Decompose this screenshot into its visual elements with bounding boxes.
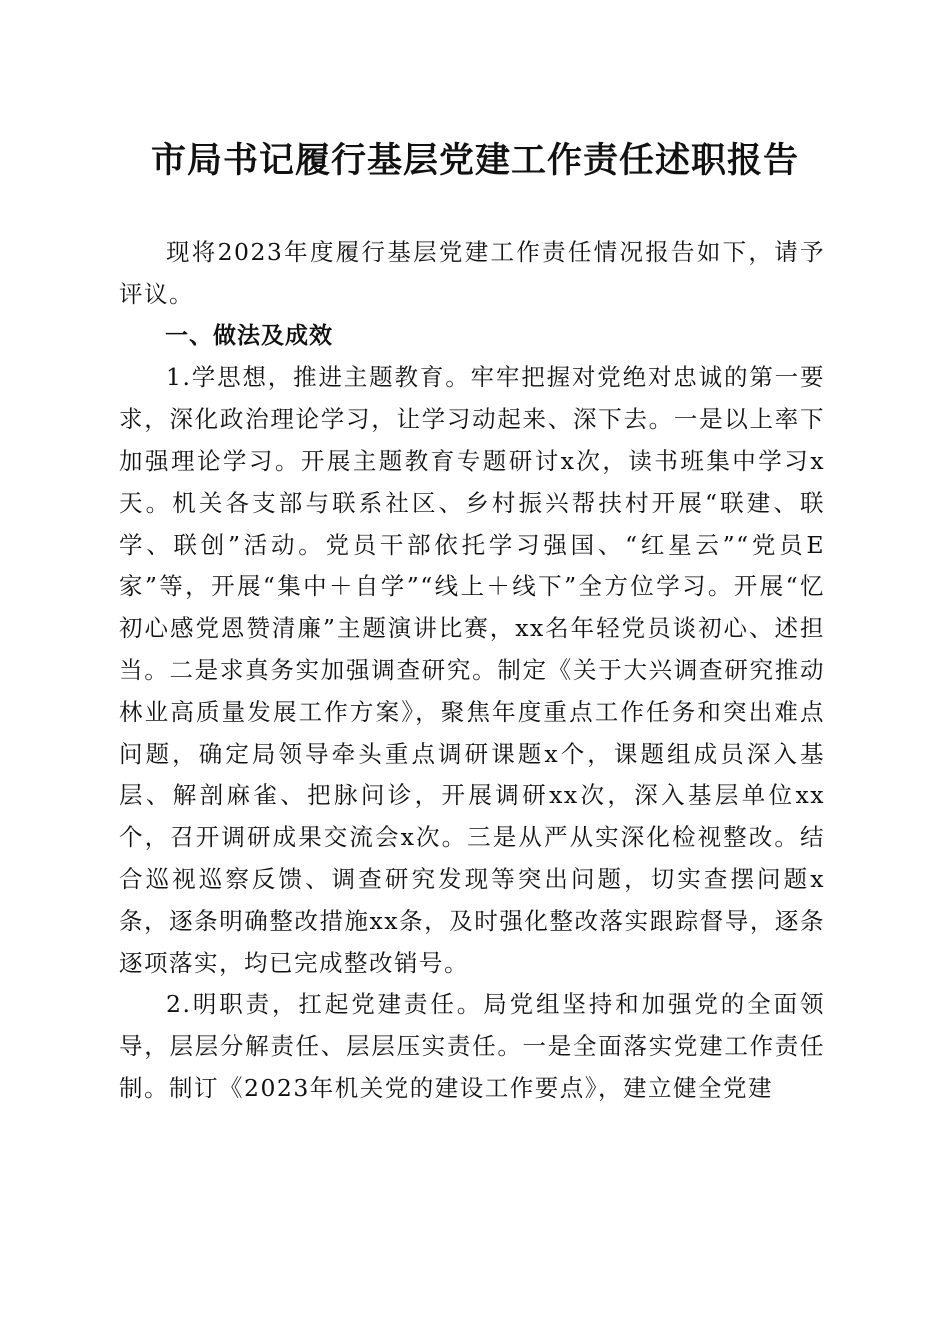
document-body — [119, 232, 825, 1110]
item-2-paragraph: 2.明职责，扛起党建责任。局党组坚持和加强党的全面领导，层层分解责任、层层压实责任。一是全面落实党建工作责任制。制订《2023年机关党的建设工作要点》，建立健全党建 — [119, 990, 825, 1102]
item-1-paragraph: 1.学思想，推进主题教育。牢牢把握对党绝对忠诚的第一要求，深化政治理论学习，让学习动起来、深下去。一是以上率下加强理论学习。开展主题教育专题研讨x次，读书班集中学习x天。机关各支部与联系社区、乡村振兴帮扶村开展“联建、联学、联创”活动。党员干部依托学习强国、“红星云”“党员E家”等，开展“集中＋自学”“线上＋线下”全方位学习。开展“忆初心感党恩赞清廉”主题演讲比赛，xx名年轻党员谈初心、述担当。二是求真务实加强调查研究。制定《关于大兴调查研究推动林业高质量发展工作方案》，聚焦年度重点工作任务和突出难点问题，确定局领导牵头重点调研课题x个，课题组成员深入基层、解剖麻雀、把脉问诊，开展调研xx次，深入基层单位xx个，召开调研成果交流会x次。三是从严从实深化检视整改。结合巡视巡察反馈、调查研究发现等突出问题，切实查摆问题x条，逐条明确整改措施xx条，及时强化整改落实跟踪督导，逐条逐项落实，均已完成整改销号。 — [119, 363, 825, 977]
intro-paragraph: 现将2023年度履行基层党建工作责任情况报告如下，请予评议。 — [119, 238, 825, 308]
section-heading: 一、做法及成效 — [165, 322, 333, 349]
document-title: 市局书记履行基层党建工作责任述职报告 — [150, 140, 799, 181]
